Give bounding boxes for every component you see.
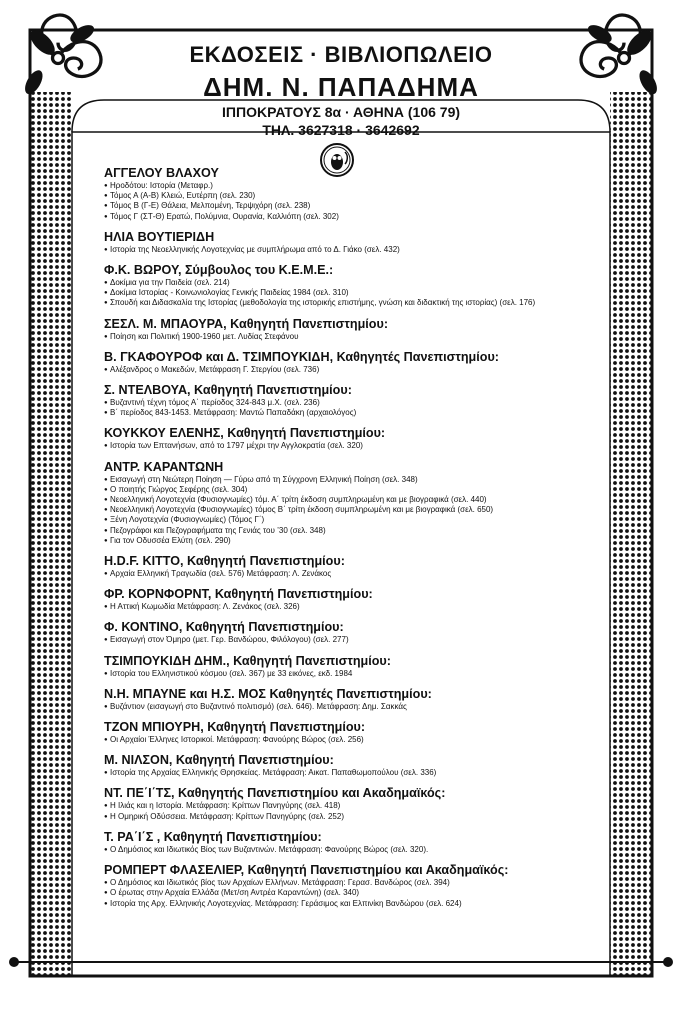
author-heading: Μ. ΝΙΛΣΟΝ, Καθηγητή Πανεπιστημίου: — [104, 753, 334, 768]
catalog-entry — [104, 863, 590, 909]
catalog-entry — [104, 460, 590, 546]
book-list — [104, 702, 590, 712]
book-item: ● Ιστορία της Αρχαίας Ελληνικής Θρησκείας. Μετάφραση: Αικατ. Παπαθωμοπούλου (σελ. 336) — [104, 768, 590, 778]
book-item: ● Ηροδότου: Ιστορία (Μεταφρ.) — [104, 181, 590, 191]
book-item: ● Πεζογράφοι και Πεζογραφήματα της Γενιάς του ’30 (σελ. 348) — [104, 526, 590, 536]
catalog-entry — [104, 166, 590, 222]
book-item: ● Τόμος Β (Γ-Ε) Θάλεια, Μελπομένη, Τερψιχόρη (σελ. 238) — [104, 201, 590, 211]
catalog-entry — [104, 230, 590, 255]
book-list — [104, 669, 590, 679]
book-item: ● Η Ιλιάς και η Ιστορία. Μετάφραση: Κρίττων Πανηγύρης (σελ. 418) — [104, 801, 590, 811]
left-dot-band — [30, 92, 72, 977]
book-item: ● Σπουδή και Διδασκαλία της Ιστορίας (μεθοδολογία της ιστορικής επιστήμης, γνώση και διδακτική της ιστορίας) (σελ. 176) — [104, 298, 590, 308]
address-line: ΙΠΠΟΚΡΑΤΟΥΣ 8α · ΑΘΗΝΑ (106 79) — [221, 104, 461, 120]
book-item: ● Ποίηση και Πολιτική 1900-1960 μετ. Λυδίας Στεφάνου — [104, 332, 590, 342]
book-item: ● Ιστορία της Νεοελληνικής Λογοτεχνίας με συμπλήρωμα από το Δ. Γιάκο (σελ. 432) — [104, 245, 590, 255]
book-list — [104, 181, 590, 222]
book-item: ● Η Αττική Κωμωδία Μετάφραση: Λ. Ζενάκος (σελ. 326) — [104, 602, 590, 612]
book-item: ● Ιστορία της Αρχ. Ελληνικής Λογοτεχνίας. Μετάφραση: Γεράσιμος και Ελπινίκη Βανδώρου (σελ. 624) — [104, 899, 590, 909]
book-item: ● Αλέξανδρος ο Μακεδών, Μετάφραση Γ. Στεργίου (σελ. 736) — [104, 365, 590, 375]
catalog-entry — [104, 753, 590, 778]
book-item: ● Βυζάντιον (εισαγωγή στο Βυζαντινό πολιτισμό) (σελ. 646). Μετάφραση: Δημ. Σακκάς — [104, 702, 590, 712]
book-list — [104, 635, 590, 645]
book-list — [104, 365, 590, 375]
author-heading: ΑΓΓΕΛΟΥ ΒΛΑΧΟΥ — [104, 166, 219, 180]
author-heading: Σ. ΝΤΕΛΒΟΥΑ, Καθηγητή Πανεπιστημίου: — [104, 383, 352, 398]
author-heading: ΤΖΟΝ ΜΠΙΟΥΡΗ, Καθηγητή Πανεπιστημίου: — [104, 720, 366, 735]
catalog-entry — [104, 426, 590, 451]
catalog-entry — [104, 720, 590, 745]
book-list — [104, 278, 590, 309]
book-list — [104, 768, 590, 778]
author-heading: N.H. ΜΠΑΥΝΕ και Η.Σ. ΜΟΣ Καθηγητές Πανεπιστημίου: — [104, 686, 432, 701]
catalog-entry — [104, 587, 590, 612]
catalog-entry — [104, 317, 590, 342]
owner-name: ΔΗΜ. Ν. ΠΑΠΑΔΗΜΑ — [203, 72, 479, 102]
book-item: ● Ο Δημόσιος και Ιδιωτικός βίος των Αρχαίων Ελλήνων. Μετάφραση: Γερασ. Βανδώρος (σελ. 394) — [104, 878, 590, 888]
book-list — [104, 398, 590, 418]
book-item: ● Δοκίμια Ιστορίας - Κοινωνιολογίας Γενικής Παιδείας 1984 (σελ. 310) — [104, 288, 590, 298]
book-item: ● Αρχαία Ελληνική Τραγωδία (σελ. 576) Μετάφραση: Λ. Ζενάκος — [104, 569, 590, 579]
book-list — [104, 845, 590, 855]
book-item: ● Εισαγωγή στον Όμηρο (μετ. Γερ. Βανδώρου, Φιλόλογου) (σελ. 277) — [104, 635, 590, 645]
book-item: ● Νεοελληνική Λογοτεχνία (Φυσιογνωμίες) τόμος Β΄ τρίτη έκδοση συμπληρωμένη και με βιογραφικά (σελ. 650) — [104, 505, 590, 515]
author-heading: H.D.F. KITTO, Καθηγητή Πανεπιστημίου: — [104, 554, 345, 569]
right-dot-band — [610, 92, 652, 977]
book-list — [104, 475, 590, 546]
book-list — [104, 735, 590, 745]
author-heading: Φ.Κ. ΒΩΡΟΥ, Σύμβουλος του Κ.Ε.Μ.Ε.: — [104, 263, 334, 278]
author-heading: ΡΟΜΠΕΡΤ ΦΛΑΣΕΛΙΕΡ, Καθηγητή Πανεπιστημίου και Ακαδημαϊκός: — [104, 863, 509, 878]
book-item: ● Ξένη Λογοτεχνία (Φυσιογνωμίες) (Τόμος Γ΄) — [104, 515, 590, 525]
catalog-entry — [104, 620, 590, 645]
author-heading: Β. ΓΚΑΦΟΥΡΟΦ και Δ. ΤΣΙΜΠΟΥΚΙΔΗ, Καθηγητές Πανεπιστημίου: — [104, 349, 499, 364]
catalog-entry — [104, 383, 590, 418]
author-heading: Φ. ΚΟΝΤΙΝΟ, Καθηγητή Πανεπιστημίου: — [104, 620, 344, 635]
book-item: ● Β΄ περίοδος 843-1453. Μετάφραση: Μαντώ Παπαδάκη (αρχαιολόγος) — [104, 408, 590, 418]
catalog-entry — [104, 687, 590, 712]
book-item: ● Οι Αρχαίοι Έλληνες Ιστορικοί. Μετάφραση: Φανούρης Βώρος (σελ. 256) — [104, 735, 590, 745]
catalog-entry — [104, 350, 590, 375]
catalog-entry — [104, 786, 590, 821]
book-item: ● Τόμος Γ (ΣΤ-Θ) Ερατώ, Πολύμνια, Ουρανία, Καλλιόπη (σελ. 302) — [104, 212, 590, 222]
book-list — [104, 245, 590, 255]
book-list — [104, 569, 590, 579]
book-item: ● Ο έρωτας στην Αρχαία Ελλάδα (Μετ/ση Αντρέα Καραντώνη) (σελ. 340) — [104, 888, 590, 898]
book-item: ● Εισαγωγή στη Νεώτερη Ποίηση — Γύρω από τη Σύγχρονη Ελληνική Ποίηση (σελ. 348) — [104, 475, 590, 485]
book-item: ● Η Ομηρική Οδύσσεια. Μετάφραση: Κρίττων Πανηγύρης (σελ. 252) — [104, 812, 590, 822]
book-list — [104, 878, 590, 909]
book-item: ● Βυζαντινή τέχνη τόμος Α΄ περίοδος 324-843 μ.Χ. (σελ. 236) — [104, 398, 590, 408]
book-item: ● Νεοελληνική Λογοτεχνία (Φυσιογνωμίες) τόμ. Α΄ τρίτη έκδοση συμπληρωμένη και με βιογραφικά (σελ. 440) — [104, 495, 590, 505]
book-item: ● Ιστορία του Ελληνιστικού κόσμου (σελ. 367) με 33 εικόνες, εκδ. 1984 — [104, 669, 590, 679]
publisher-title: ΕΚΔΟΣΕΙΣ · ΒΙΒΛΙΟΠΩΛΕΙΟ — [189, 42, 493, 67]
book-list — [104, 801, 590, 821]
book-list — [104, 441, 590, 451]
phone-line: ΤΗΛ. 3627318 · 3642692 — [262, 122, 420, 138]
author-heading: ΣΕΣΛ. Μ. ΜΠΑΟΥΡΑ, Καθηγητή Πανεπιστημίου: — [104, 316, 389, 331]
catalog-entry — [104, 554, 590, 579]
author-heading: ΦΡ. ΚΟΡΝΦΟΡΝΤ, Καθηγητή Πανεπιστημίου: — [104, 587, 373, 602]
catalog-entry — [104, 830, 590, 855]
book-list — [104, 602, 590, 612]
book-item: ● Ο ποιητής Γιώργος Σεφέρης (σελ. 304) — [104, 485, 590, 495]
book-item: ● Δοκίμια για την Παιδεία (σελ. 214) — [104, 278, 590, 288]
catalog-list — [104, 166, 590, 917]
catalog-entry — [104, 263, 590, 309]
book-item: ● Τόμος Α (Α-Β) Κλειώ, Ευτέρπη (σελ. 230) — [104, 191, 590, 201]
author-heading: ΚΟΥΚΚΟΥ ΕΛΕΝΗΣ, Καθηγητή Πανεπιστημίου: — [104, 426, 386, 441]
book-item: ● Ιστορία των Επτανήσων, από το 1797 μέχρι την Αγγλοκρατία (σελ. 320) — [104, 441, 590, 451]
book-list — [104, 332, 590, 342]
author-heading: ΝΤ. ΠΕ΄Ι΄ΤΣ, Καθηγητής Πανεπιστημίου και Ακαδημαϊκός: — [104, 786, 446, 801]
book-item: ● Για τον Οδυσσέα Ελύτη (σελ. 290) — [104, 536, 590, 546]
author-heading: Τ. ΡΑ΄Ι΄Σ , Καθηγητή Πανεπιστημίου: — [104, 829, 322, 844]
book-item: ● Ο Δημόσιος και Ιδιωτικός Βίος των Βυζαντινών. Μετάφραση: Φανούρης Βώρος (σελ. 320). — [104, 845, 590, 855]
author-heading: ΑΝΤΡ. ΚΑΡΑΝΤΩΝΗ — [104, 459, 224, 474]
author-heading: ΗΛΙΑ ΒΟΥΤΙΕΡΙΔΗ — [104, 229, 215, 244]
catalog-entry — [104, 654, 590, 679]
author-heading: ΤΣΙΜΠΟΥΚΙΔΗ ΔΗΜ., Καθηγητή Πανεπιστημίου: — [104, 653, 391, 668]
